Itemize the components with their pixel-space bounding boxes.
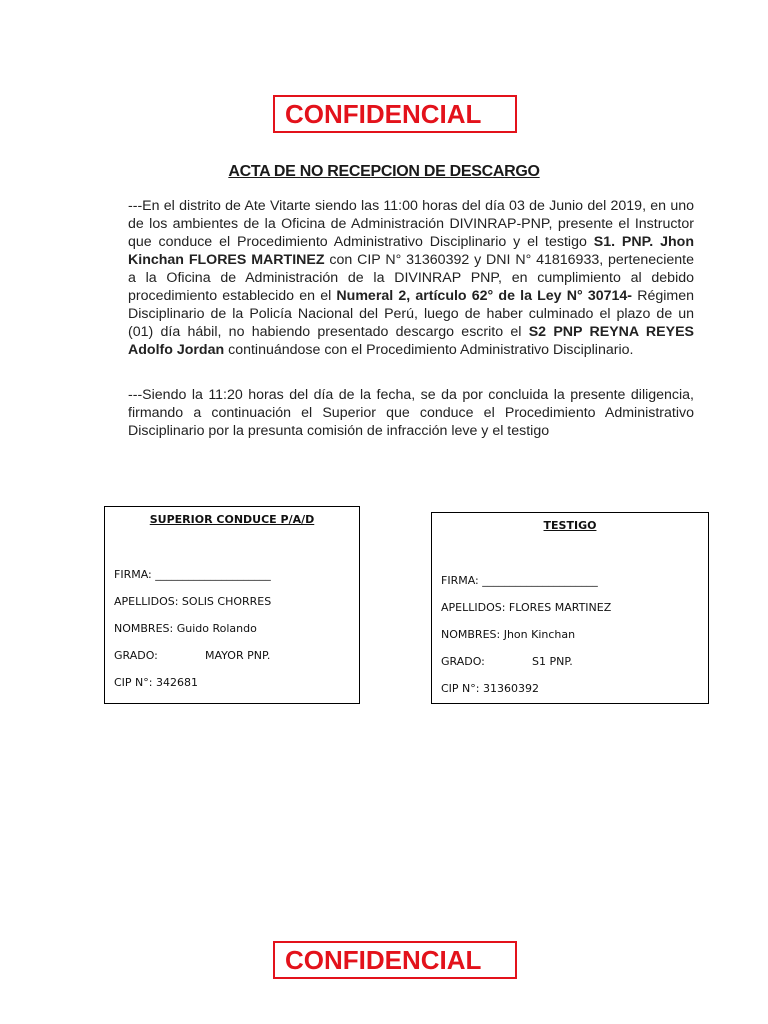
superior-signature-box (104, 506, 360, 704)
confidencial-stamp-top: CONFIDENCIAL (273, 95, 517, 133)
para1-text-4: continuándose con el Procedimiento Administrativo Disciplinario. (224, 342, 634, 358)
body-paragraph-2: ---Siendo la 11:20 horas del día de la fecha, se da por concluida la presente diligencia, firmando a continuación el Superior que conduce el Procedimiento Administrativo Disciplinario por la presunta comisión de infracción leve y el testigo (128, 387, 694, 439)
law-reference-bold: Numeral 2, artículo 62° de la Ley N° 30714- (336, 288, 633, 304)
confidencial-stamp-bottom: CONFIDENCIAL (273, 941, 517, 979)
superior-cip-field: CIP N°: 342681 (114, 676, 198, 689)
testigo-firma-field: FIRMA: _____________________ (441, 574, 598, 587)
superior-nombres-field: NOMBRES: Guido Rolando (114, 622, 257, 635)
para1-text-1: ---En el distrito de Ate Vitarte siendo las 11:00 horas del día 03 de Junio del 2019, en uno de los ambientes de la Oficina de Administración DIVINRAP-PNP, presente el Instructor que conduce el Procedimiento Administrativo Disciplinario y el testigo (128, 198, 694, 250)
superior-firma-field: FIRMA: _____________________ (114, 568, 271, 581)
testigo-apellidos-field: APELLIDOS: FLORES MARTINEZ (441, 601, 612, 614)
superior-grado-label: GRADO: (114, 649, 158, 662)
testigo-grado-label: GRADO: (441, 655, 485, 668)
para1-text-2: con CIP N° 31360392 y DNI N° 41816933, perteneciente a la Oficina de Administración de la DIVINRAP PNP, en cumplimiento al debido procedimiento establecido en el (128, 252, 694, 304)
superior-grado-value: MAYOR PNP. (205, 649, 271, 662)
testigo-signature-box (431, 512, 709, 704)
testigo-name-bold: S1. PNP. Jhon Kinchan FLORES MARTINEZ (128, 234, 694, 268)
document-title: ACTA DE NO RECEPCION DE DESCARGO (228, 163, 540, 180)
testigo-box-title: TESTIGO (543, 519, 597, 532)
testigo-cip-field: CIP N°: 31360392 (441, 682, 539, 695)
accused-name-bold: S2 PNP REYNA REYES Adolfo Jordan (128, 324, 695, 358)
body-paragraph-1 (128, 197, 694, 359)
testigo-nombres-field: NOMBRES: Jhon Kinchan (441, 628, 576, 641)
superior-box-title: SUPERIOR CONDUCE P/A/D (149, 513, 315, 526)
para1-text-3: Régimen Disciplinario de la Policía Nacional del Perú, luego de haber culminado el plazo de un (01) día hábil, no habiendo presentado descargo escrito el (128, 288, 694, 340)
superior-apellidos-field: APELLIDOS: SOLIS CHORRES (114, 595, 272, 608)
testigo-grado-value: S1 PNP. (532, 655, 573, 668)
